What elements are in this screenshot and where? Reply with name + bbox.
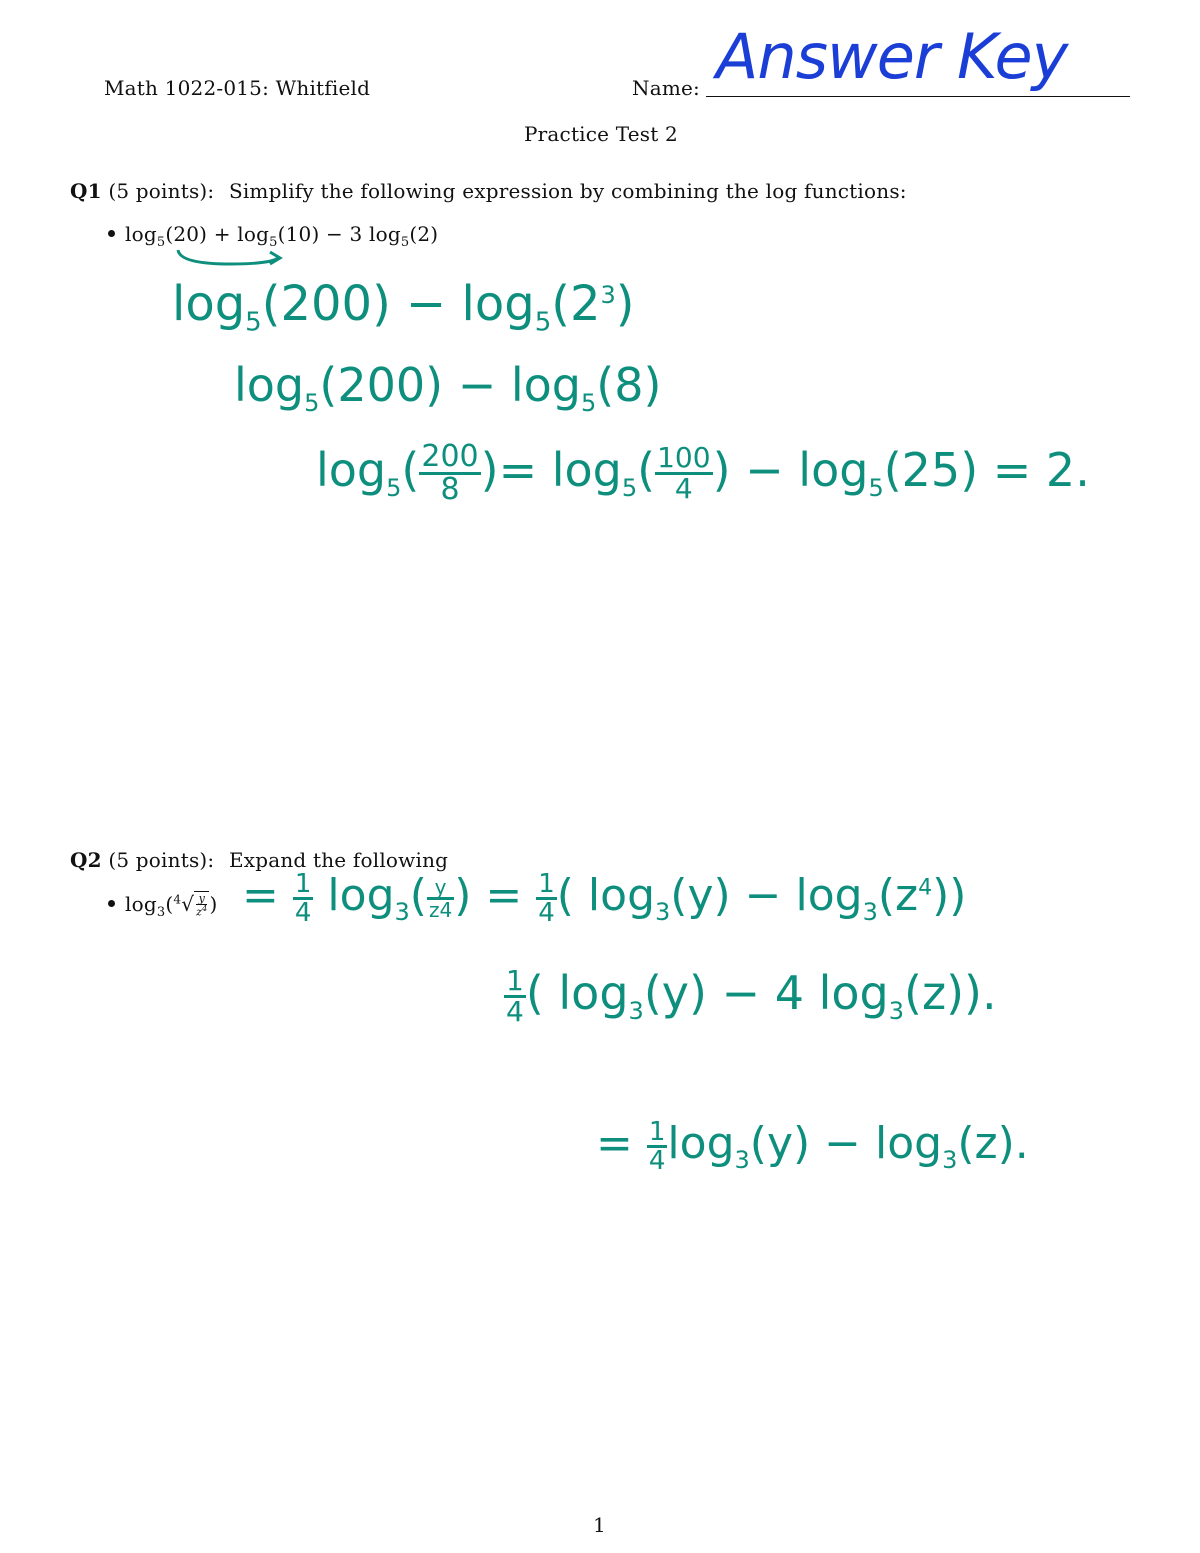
q1-prompt: Simplify the following expression by combining the log functions: xyxy=(228,179,907,203)
grouping-arc-annotation xyxy=(170,244,290,274)
bullet-icon xyxy=(108,230,115,237)
q2-points: (5 points): xyxy=(108,848,215,872)
name-label: Name: xyxy=(632,76,700,100)
q2-work-line1: = $\frac{1}{4}$ $\log_3$( $\frac{y}{z4}$ ) = $\frac{1}{4}$ ( $\log_3(y) - \log_3(z^4)$) xyxy=(242,868,967,928)
name-handwritten: Answer Key xyxy=(716,20,1068,93)
q2-expression: $\log_3(^4√$ $\frac{y}{z^4}$ ) xyxy=(108,892,217,920)
q2-work-line3: = $\frac{1}{4}$ $\log_3(y) - \log_3(z)$. xyxy=(596,1116,1029,1176)
q2-prompt: Expand the following xyxy=(228,848,449,872)
q1-work-line1: $\log_5(200) - \log_5(2^3)$ xyxy=(172,276,635,338)
name-underline xyxy=(706,96,1130,97)
q2-label: Q2 xyxy=(70,848,102,872)
q1-points: (5 points): xyxy=(108,179,215,203)
course-title: Math 1022-015: Whitfield xyxy=(104,76,371,100)
page-title: Practice Test 2 xyxy=(524,122,678,146)
q1-label: Q1 xyxy=(70,179,102,203)
page-number: 1 xyxy=(593,1513,606,1537)
q1-work-line2: $\log_5(200) - \log_5(8)$ xyxy=(234,358,662,418)
bullet-icon xyxy=(108,900,115,907)
q2-heading xyxy=(70,848,448,872)
q1-expression: $\log_5(20) + \log_5(10) - 3$ $\log_5(2)$ xyxy=(108,222,438,250)
q2-work-line2: $\frac{1}{4}$ ( $\log_3(y) - 4$ $\log_3(z)$). xyxy=(506,964,997,1028)
q1-work-line3: $\log_5$( $\frac{200}{8}$ )= $\log_5$( $\frac{100}{4}$ ) − $\log_5(25) = 2$. xyxy=(316,439,1090,507)
q1-heading xyxy=(70,179,907,203)
